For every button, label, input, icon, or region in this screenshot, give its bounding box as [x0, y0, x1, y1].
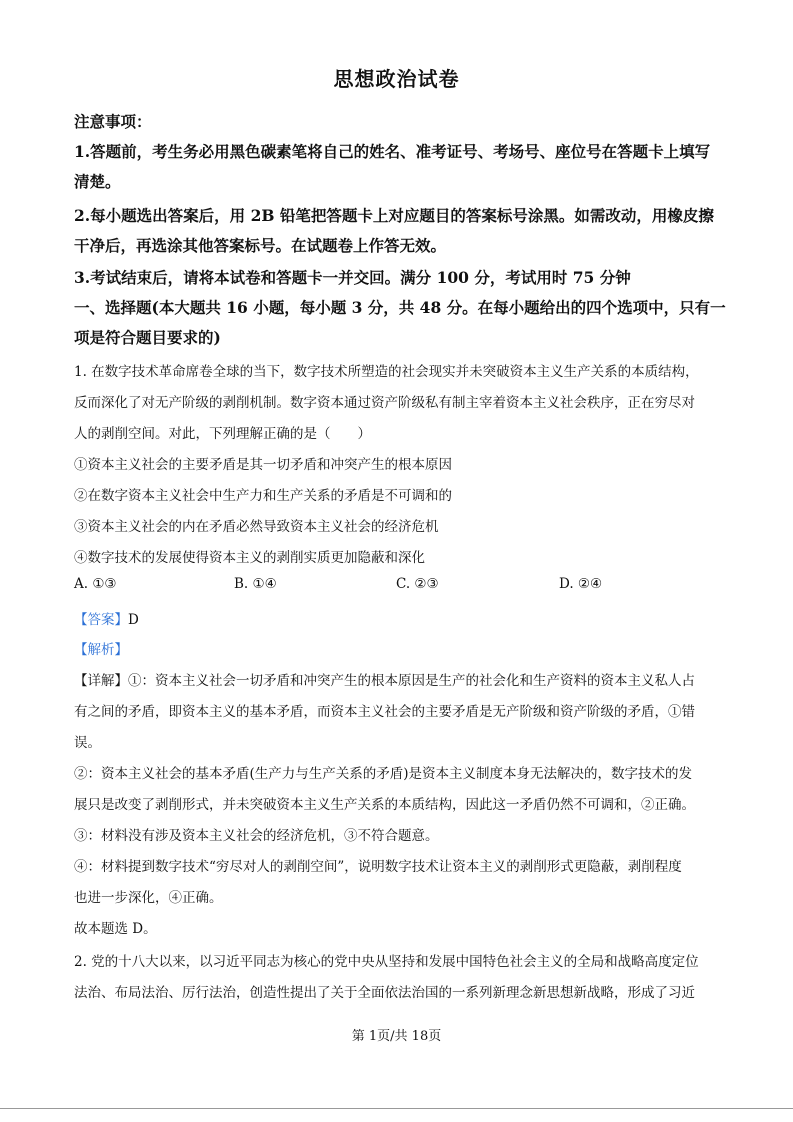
section-heading: 项是符合题目要求的)	[74, 328, 221, 347]
option-b: B. ①④	[234, 576, 277, 592]
option-c: C. ②③	[396, 576, 439, 592]
answer-value: D	[128, 612, 139, 628]
detail-line: ③：材料没有涉及资本主义社会的经济危机，③不符合题意。	[74, 828, 439, 844]
notice-line: 3.考试结束后，请将本试卷和答题卡一并交回。满分 100 分，考试用时 75 分钟	[74, 268, 631, 287]
notice-line: 1.答题前，考生务必用黑色碳素笔将自己的姓名、准考证号、考场号、座位号在答题卡上填写	[74, 142, 711, 161]
detail-line: ②：资本主义社会的基本矛盾(生产力与生产关系的矛盾)是资本主义制度本身无法解决的，数字技术的发	[74, 766, 693, 782]
analysis-tag: 【解析】	[74, 642, 128, 658]
question-stem: 反而深化了对无产阶级的剥削机制。数字资本通过资产阶级私有制主宰着资本主义社会秩序，正在穷尽对	[74, 395, 695, 411]
statement: ①资本主义社会的主要矛盾是其一切矛盾和冲突产生的根本原因	[74, 457, 452, 473]
detail-line: 故本题选 D。	[74, 921, 157, 937]
answer-line	[74, 608, 734, 628]
notice-heading: 注意事项：	[74, 112, 152, 131]
option-a: A. ①③	[74, 576, 117, 592]
statement: ③资本主义社会的内在矛盾必然导致资本主义社会的经济危机	[74, 519, 439, 535]
analysis-line	[74, 638, 734, 658]
question-stem: 人的剥削空间。对此，下列理解正确的是（ ）	[74, 426, 371, 442]
answer-tag: 【答案】	[74, 612, 128, 628]
detail-line	[74, 669, 734, 689]
page-title: 思想政治试卷	[333, 67, 460, 91]
section-heading: 一、选择题(本大题共 16 小题，每小题 3 分，共 48 分。在每小题给出的四个选项中，只有一	[74, 298, 726, 317]
detail-line: 展只是改变了剥削形式，并未突破资本主义生产关系的本质结构，因此这一矛盾仍然不可调和，②正确。	[74, 797, 695, 813]
notice-line: 2.每小题选出答案后，用 2B 铅笔把答题卡上对应题目的答案标号涂黑。如需改动，用橡皮擦	[74, 206, 714, 225]
question-stem: 2. 党的十八大以来，以习近平同志为核心的党中央从坚持和发展中国特色社会主义的全局和战略高度定位	[74, 954, 699, 970]
notice-line: 干净后，再选涂其他答案标号。在试题卷上作答无效。	[74, 236, 447, 255]
answer-options	[74, 576, 734, 596]
detail-line: 也进一步深化，④正确。	[74, 890, 223, 906]
option-d: D. ②④	[559, 576, 603, 592]
statement: ④数字技术的发展使得资本主义的剥削实质更加隐蔽和深化	[74, 550, 425, 566]
detail-line: 有之间的矛盾，即资本主义的基本矛盾，而资本主义社会的主要矛盾是无产阶级和资产阶级的矛盾，①错	[74, 704, 695, 720]
question-stem: 法治、布局法治、厉行法治，创造性提出了关于全面依法治国的一系列新理念新思想新战略，形成了习近	[74, 985, 695, 1001]
notice-line: 清楚。	[74, 172, 121, 191]
statement: ②在数字资本主义社会中生产力和生产关系的矛盾是不可调和的	[74, 488, 452, 504]
page-divider	[0, 1108, 793, 1109]
detail-line: ④：材料提到数字技术“穷尽对人的剥削空间”，说明数字技术让资本主义的剥削形式更隐蔽，剥削程度	[74, 859, 682, 875]
detail-line: 误。	[74, 735, 101, 751]
question-stem: 1. 在数字技术革命席卷全球的当下，数字技术所塑造的社会现实并未突破资本主义生产关系的本质结构，	[74, 364, 699, 380]
detail-tag: 【详解】	[74, 673, 128, 689]
detail-text: ①：资本主义社会一切矛盾和冲突产生的根本原因是生产的社会化和生产资料的资本主义私人占	[128, 673, 695, 689]
page-footer: 第 1页/共 18页	[351, 1029, 442, 1044]
